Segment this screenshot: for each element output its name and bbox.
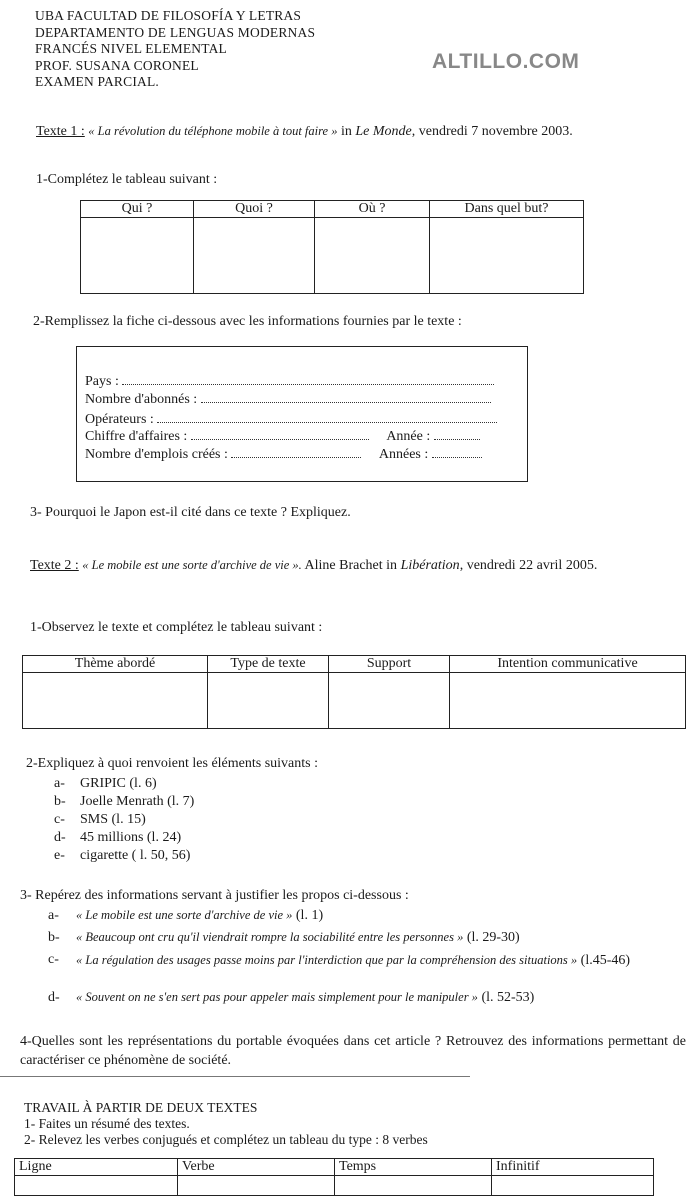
table-header: Où ? (315, 201, 430, 218)
table-header: Infinitif (492, 1159, 654, 1176)
list-item-text: Joelle Menrath (l. 7) (80, 794, 195, 809)
travail-block (24, 1100, 428, 1148)
list-item-label: d- (48, 990, 60, 1005)
table-header-row (81, 201, 584, 218)
texte1-date: , vendredi 7 novembre 2003. (411, 124, 573, 139)
table-row (23, 673, 686, 729)
table-cell[interactable] (208, 673, 329, 729)
table-cell[interactable] (450, 673, 686, 729)
list-item-text: 45 millions (l. 24) (80, 830, 182, 845)
list-item (54, 775, 194, 793)
fiche-abonnes-label: Nombre d'abonnés : (85, 392, 198, 407)
table-header: Temps (335, 1159, 492, 1176)
texte2-source: Libération (400, 558, 460, 573)
list-item-text: SMS (l. 15) (80, 812, 146, 827)
fiche-emplois-label: Nombre d'emplois créés : (85, 447, 228, 462)
divider (0, 1076, 470, 1077)
fiche-abonnes-field[interactable] (201, 391, 491, 403)
table-header: Intention communicative (450, 656, 686, 673)
travail-q1: 1- Faites un résumé des textes. (24, 1116, 190, 1131)
fiche-annees-field[interactable] (432, 446, 482, 458)
fiche-operateurs-field[interactable] (157, 411, 497, 423)
texte2-q3: 3- Repérez des informations servant à justifier les propos ci-dessous : (20, 888, 409, 903)
table-header: Thème abordé (23, 656, 208, 673)
texte2-label: Texte 2 : (30, 558, 79, 573)
header-line-3: FRANCÉS NIVEL ELEMENTAL (35, 41, 228, 56)
texte2-table (22, 655, 686, 729)
list-item-label: a- (48, 908, 59, 923)
header-line-4: PROF. SUSANA CORONEL (35, 57, 199, 73)
table-cell[interactable] (430, 218, 584, 294)
fiche-pays-label: Pays : (85, 374, 119, 389)
fiche-pays-field[interactable] (122, 373, 494, 385)
table-header: Type de texte (208, 656, 329, 673)
table-header: Qui ? (81, 201, 194, 218)
table-header-row (15, 1159, 654, 1176)
list-item-label: e- (54, 848, 65, 863)
texte2-date: , vendredi 22 avril 2005. (459, 558, 598, 573)
texte2-title: « Le mobile est une sorte d'archive de vie ». (82, 558, 302, 572)
list-item-quote: « La régulation des usages passe moins par l'interdiction que par la compréhension des situations » (76, 953, 578, 967)
list-item-text: GRIPIC (l. 6) (80, 776, 157, 791)
table-header: Verbe (178, 1159, 335, 1176)
table-header: Ligne (15, 1159, 178, 1176)
list-item-text: cigarette ( l. 50, 56) (80, 848, 191, 863)
texte2-q2: 2-Expliquez à quoi renvoient les éléments suivants : (26, 756, 318, 771)
texte1-q1: 1-Complétez le tableau suivant : (36, 172, 218, 187)
texte2-heading (30, 558, 597, 574)
fiche-pays (85, 373, 494, 390)
header-line-2: DEPARTAMENTO DE LENGUAS MODERNAS (35, 24, 316, 40)
list-item-quote: « Le mobile est une sorte d'archive de vie » (76, 908, 293, 922)
list-item (54, 811, 194, 829)
fiche-annee-label: Année : (386, 429, 431, 444)
fiche-annees-label: Années : (378, 447, 429, 462)
fiche-operateurs-label: Opérateurs : (85, 412, 154, 427)
texte1-table (80, 200, 584, 294)
fiche-operateurs (85, 411, 497, 428)
list-item (54, 829, 194, 847)
table-header: Dans quel but? (430, 201, 584, 218)
fiche-chiffre (85, 428, 480, 445)
travail-q2: 2- Relevez les verbes conjugués et complétez un tableau du type : 8 verbes (24, 1132, 428, 1147)
list-item-label: b- (48, 930, 60, 945)
fiche-emplois (85, 446, 482, 463)
q2-list (54, 775, 194, 865)
fiche-abonnes (85, 391, 491, 408)
texte1-label: Texte 1 : (36, 124, 85, 139)
table-row (81, 218, 584, 294)
list-item-ref: (l.45-46) (577, 953, 631, 968)
texte2-author: Aline Brachet in (301, 558, 401, 573)
list-item (54, 847, 194, 865)
list-item-ref: (l. 1) (292, 908, 324, 923)
travail-table (14, 1158, 654, 1196)
header-line-5: EXAMEN PARCIAL. (35, 74, 160, 89)
table-header: Quoi ? (194, 201, 315, 218)
travail-title: TRAVAIL À PARTIR DE DEUX TEXTES (24, 1100, 258, 1115)
table-header-row (23, 656, 686, 673)
list-item (54, 793, 194, 811)
table-cell[interactable] (315, 218, 430, 294)
list-item (48, 930, 688, 952)
list-item-ref: (l. 29-30) (463, 930, 520, 945)
list-item-label: b- (54, 794, 66, 809)
watermark: ALTILLO.COM (432, 50, 580, 73)
texte1-title: « La révolution du téléphone mobile à tout faire » (88, 124, 338, 138)
texte1-heading (36, 124, 573, 140)
list-item-label: d- (54, 830, 66, 845)
list-item-label: c- (54, 812, 65, 827)
table-cell[interactable] (81, 218, 194, 294)
list-item (48, 990, 688, 1012)
fiche-chiffre-label: Chiffre d'affaires : (85, 429, 188, 444)
list-item-label: c- (48, 952, 59, 967)
fiche-chiffre-field[interactable] (191, 428, 369, 440)
fiche-annee-field[interactable] (434, 428, 480, 440)
header-line-1: UBA FACULTAD DE FILOSOFÍA Y LETRAS (35, 8, 302, 23)
fiche-box (76, 346, 528, 482)
texte1-source: Le Monde (355, 124, 412, 139)
q3-list (48, 908, 688, 1012)
list-item-quote: « Beaucoup ont cru qu'il viendrait rompre la sociabilité entre les personnes » (76, 930, 464, 944)
list-item-ref: (l. 52-53) (477, 990, 535, 1005)
texte2-q4: 4-Quelles sont les représentations du portable évoquées dans cet article ? Retrouvez des informations permettant de caractériser ce phénomène de société. (20, 1034, 686, 1068)
texte1-in: in (337, 124, 356, 139)
list-item-quote: « Souvent on ne s'en sert pas pour appeler mais simplement pour le manipuler » (76, 990, 478, 1004)
header-block (35, 8, 315, 91)
list-item (48, 908, 688, 930)
table-cell[interactable] (329, 673, 450, 729)
fiche-emplois-field[interactable] (231, 446, 361, 458)
texte1-q2: 2-Remplissez la fiche ci-dessous avec les informations fournies par le texte : (33, 314, 462, 329)
list-item (48, 952, 688, 990)
table-header: Support (329, 656, 450, 673)
table-cell[interactable] (23, 673, 208, 729)
texte1-q3: 3- Pourquoi le Japon est-il cité dans ce texte ? Expliquez. (30, 505, 351, 520)
table-cell[interactable] (194, 218, 315, 294)
list-item-label: a- (54, 776, 65, 791)
texte2-q1: 1-Observez le texte et complétez le tableau suivant : (30, 620, 323, 635)
